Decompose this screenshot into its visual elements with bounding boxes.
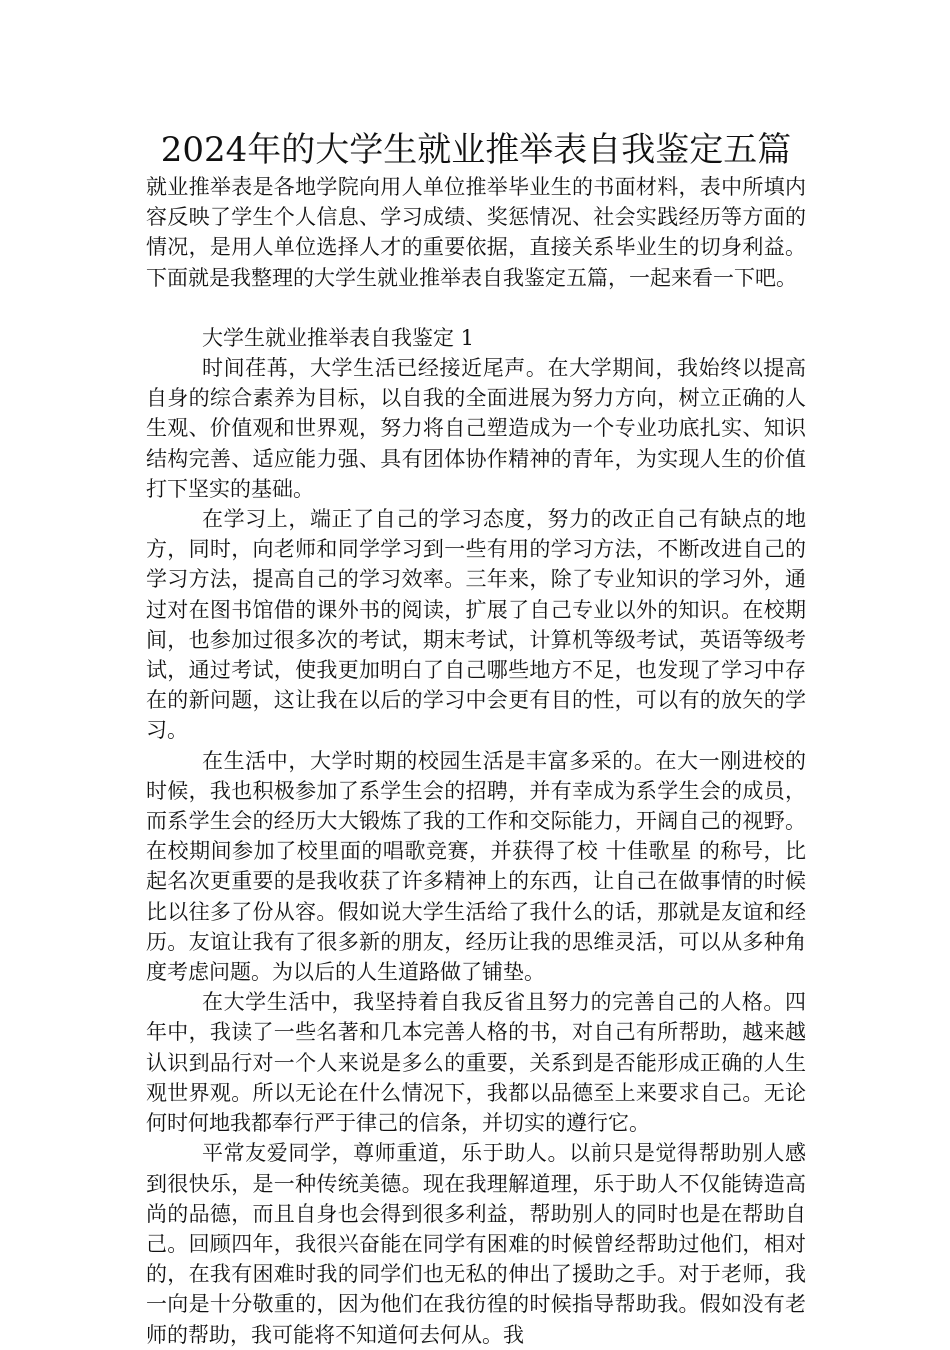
body-paragraph: 在学习上，端正了自己的学习态度，努力的改正自己有缺点的地方，同时，向老师和同学学习到一些有用的学习方法，不断改进自己的学习方法，提高自己的学习效率。三年来，除了专业知识的学习外，通过对在图书馆借的课外书的阅读，扩展了自己专业以外的知识。在校期间，也参加过很多次的考试，期末考试，计算机等级考试，英语等级考试，通过考试，使我更加明白了自己哪些地方不足，也发现了学习中存在的新问题，这让我在以后的学习中会更有目的性，可以有的放矢的学习。 [146, 507, 806, 743]
intro-paragraph: 就业推举表是各地学院向用人单位推举毕业生的书面材料，表中所填内容反映了学生个人信息、学习成绩、奖惩情况、社会实践经历等方面的情况，是用人单位选择人才的重要依据，直接关系毕业生的切身利益。下面就是我整理的大学生就业推举表自我鉴定五篇，一起来看一下吧。 [146, 175, 806, 290]
document-page [146, 128, 806, 1350]
blank-line [146, 293, 806, 323]
section-heading: 大学生就业推举表自我鉴定 1 [202, 325, 475, 350]
body-paragraph: 时间荏苒，大学生活已经接近尾声。在大学期间，我始终以提高自身的综合素养为目标，以自我的全面进展为努力方向，树立正确的人生观、价值观和世界观，努力将自己塑造成为一个专业功底扎实、知识结构完善、适应能力强、具有团体协作精神的青年，为实现人生的价值打下坚实的基础。 [146, 356, 806, 501]
body-paragraph: 平常友爱同学，尊师重道，乐于助人。以前只是觉得帮助别人感到很快乐，是一种传统美德。现在我理解道理，乐于助人不仅能铸造高尚的品德，而且自身也会得到很多利益，帮助别人的同时也是在帮助自己。回顾四年，我很兴奋能在同学有困难的时候曾经帮助过他们，相对的，在我有困难时我的同学们也无私的伸出了援助之手。对于老师，我一向是十分敬重的，因为他们在我彷徨的时候指导帮助我。假如没有老师的帮助，我可能将不知道何去何从。我 [146, 1141, 806, 1347]
body-paragraph: 在生活中，大学时期的校园生活是丰富多采的。在大一刚进校的时候，我也积极参加了系学生会的招聘，并有幸成为系学生会的成员，而系学生会的经历大大锻炼了我的工作和交际能力，开阔自己的视野。在校期间参加了校里面的唱歌竞赛，并获得了校 十佳歌星 的称号，比起名次更重要的是我收获了许多精神上的东西，让自己在做事情的时候比以往多了份从容。假如说大学生活给了我什么的话，那就是友谊和经历。友谊让我有了很多新的朋友，经历让我的思维灵活，可以从多种角度考虑问题。为以后的人生道路做了铺垫。 [146, 748, 806, 985]
document-title: 2024年的大学生就业推举表自我鉴定五篇 [160, 130, 792, 170]
body-paragraph: 在大学生活中，我坚持着自我反省且努力的完善自己的人格。四年中，我读了一些名著和几本完善人格的书，对自己有所帮助，越来越认识到品行对一个人来说是多么的重要，关系到是否能形成正确的人生观世界观。所以无论在什么情况下，我都以品德至上来要求自己。无论何时何地我都奉行严于律己的信条，并切实的遵行它。 [146, 990, 806, 1136]
